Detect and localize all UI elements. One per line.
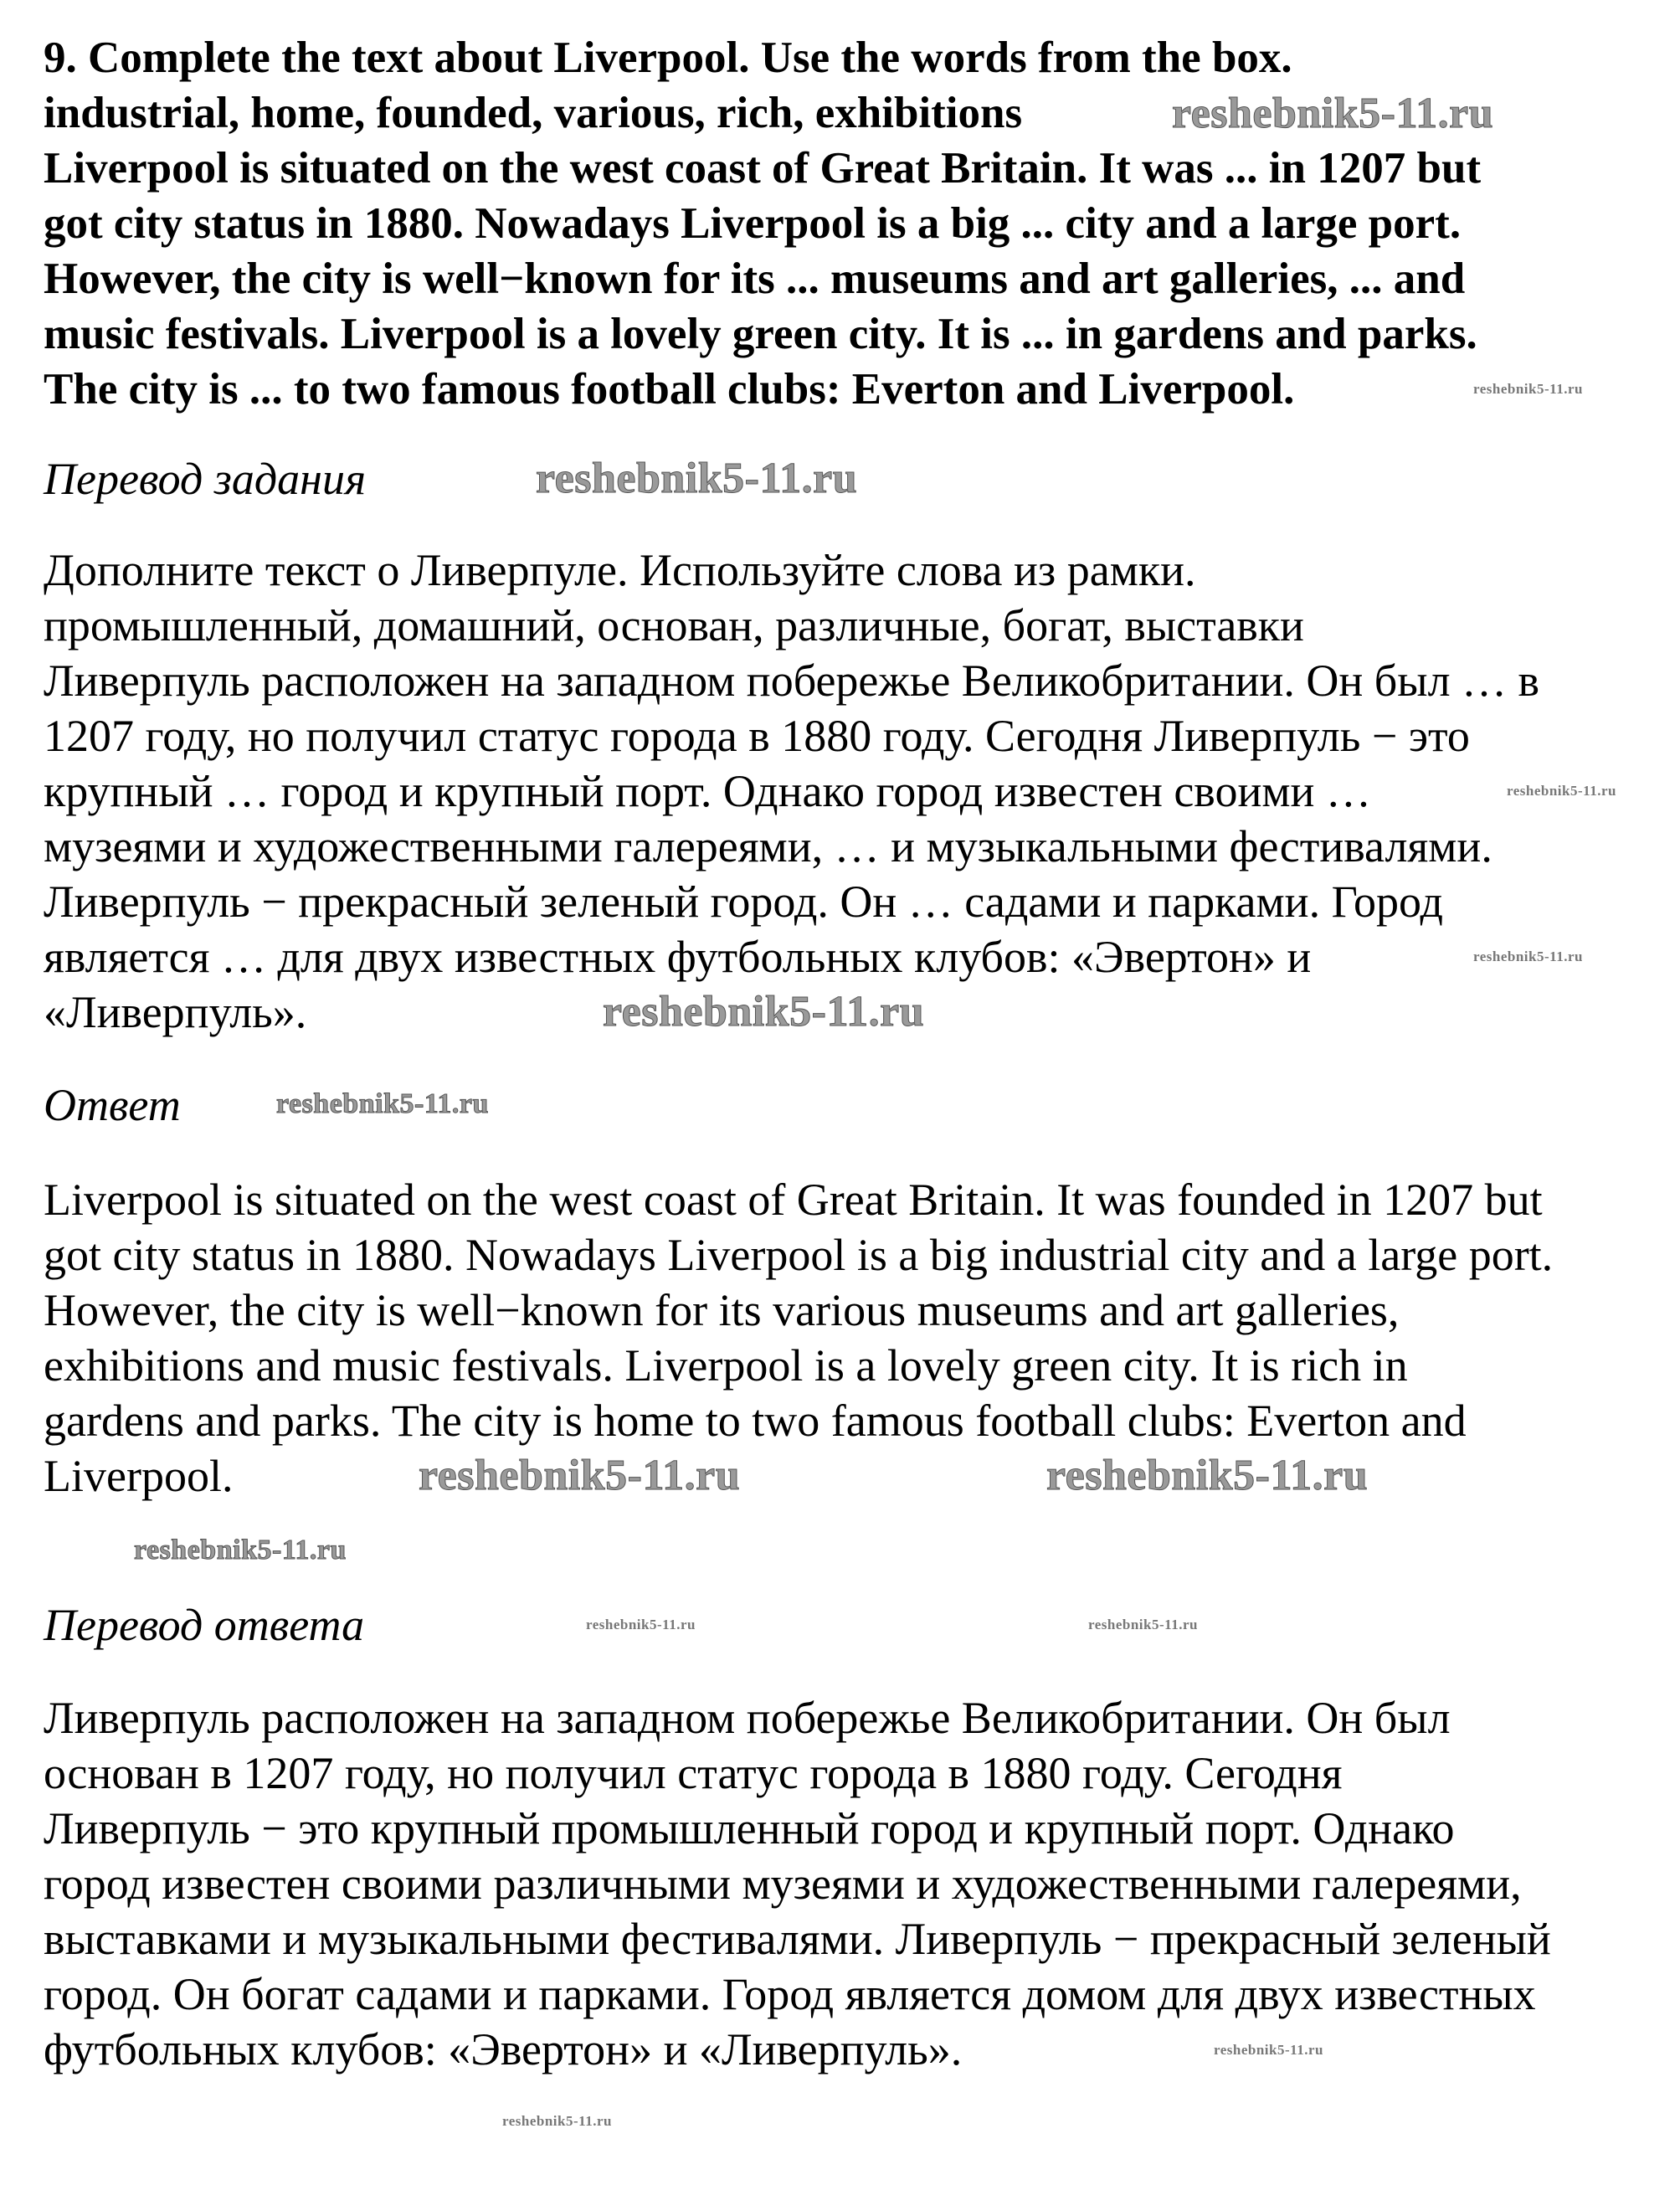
task-translation-text [44,542,1539,1040]
text-line: Liverpool. [44,1451,234,1501]
text-line: «Ливерпуль». [44,987,307,1037]
answer-text [44,1172,1553,1504]
text-line: industrial, home, founded, various, rich, exhibitions [44,89,1023,137]
text-line: However, the city is well−known for its ... museums and art galleries, ... and [44,254,1466,303]
answer-translation-heading [44,1597,364,1653]
watermark: reshebnik5-11.ru [1507,783,1616,799]
watermark: reshebnik5-11.ru [1088,1617,1198,1632]
text-line: город известен своими различными музеями и художественными галереями, [44,1859,1522,1909]
watermark: reshebnik5-11.ru [1214,2042,1323,2058]
text-line: выставками и музыкальными фестивалями. Ливерпуль − прекрасный зеленый [44,1914,1551,1964]
task-translation-heading [44,451,366,506]
text-line: Дополните текст о Ливерпуле. Используйте слова из рамки. [44,545,1196,595]
watermark: reshebnik5-11.ru [586,1617,696,1632]
watermark: reshebnik5-11.ru [1473,381,1583,397]
heading-text: Ответ [44,1080,181,1130]
watermark: reshebnik5-11.ru [1172,90,1494,137]
text-line: Liverpool is situated on the west coast of Great Britain. It was ... in 1207 but [44,144,1482,193]
text-line: However, the city is well−known for its various museums and art galleries, [44,1285,1400,1335]
text-line: Ливерпуль − это крупный промышленный город и крупный порт. Однако [44,1803,1455,1853]
text-line: got city status in 1880. Nowadays Liverpool is a big industrial city and a large port. [44,1230,1554,1280]
watermark: reshebnik5-11.ru [134,1535,347,1565]
text-line: 9. Complete the text about Liverpool. Use the words from the box. [44,33,1292,82]
watermark: reshebnik5-11.ru [1473,949,1583,964]
answer-translation-text [44,1690,1551,2077]
text-line: 1207 году, но получил статус города в 1880 году. Сегодня Ливерпуль − это [44,711,1470,761]
task-text [44,30,1481,417]
text-line: музеями и художественными галереями, … и музыкальными фестивалями. [44,821,1492,871]
text-line: крупный … город и крупный порт. Однако город известен своими … [44,766,1371,816]
watermark: reshebnik5-11.ru [1046,1452,1369,1499]
watermark: reshebnik5-11.ru [536,455,858,502]
watermark: reshebnik5-11.ru [276,1088,489,1119]
text-line: Ливерпуль расположен на западном побережье Великобритании. Он был … в [44,656,1540,706]
text-line: Ливерпуль расположен на западном побережье Великобритании. Он был [44,1693,1451,1743]
heading-text: Перевод ответа [44,1600,365,1650]
answer-heading [44,1077,181,1133]
text-line: основан в 1207 году, но получил статус города в 1880 году. Сегодня [44,1748,1343,1798]
heading-text: Перевод задания [44,454,367,504]
text-line: exhibitions and music festivals. Liverpool is a lovely green city. It is rich in [44,1340,1408,1391]
watermark: reshebnik5-11.ru [603,988,925,1036]
watermark: reshebnik5-11.ru [419,1452,741,1499]
text-line: gardens and parks. The city is home to two famous football clubs: Everton and [44,1396,1467,1446]
watermark: reshebnik5-11.ru [502,2113,612,2129]
text-line: got city status in 1880. Nowadays Liverpool is a big ... city and a large port. [44,199,1462,248]
text-line: Liverpool is situated on the west coast of Great Britain. It was founded in 1207 but [44,1175,1543,1225]
text-line: The city is ... to two famous football clubs: Everton and Liverpool. [44,365,1295,414]
text-line: промышленный, домашний, основан, различные, богат, выставки [44,600,1304,650]
text-line: футбольных клубов: «Эвертон» и «Ливерпуль». [44,2024,963,2074]
text-line: Ливерпуль − прекрасный зеленый город. Он … садами и парками. Город [44,877,1443,927]
text-line: music festivals. Liverpool is a lovely green city. It is ... in gardens and parks. [44,310,1477,358]
text-line: является … для двух известных футбольных клубов: «Эвертон» и [44,932,1312,982]
text-line: город. Он богат садами и парками. Город является домом для двух известных [44,1969,1536,2019]
